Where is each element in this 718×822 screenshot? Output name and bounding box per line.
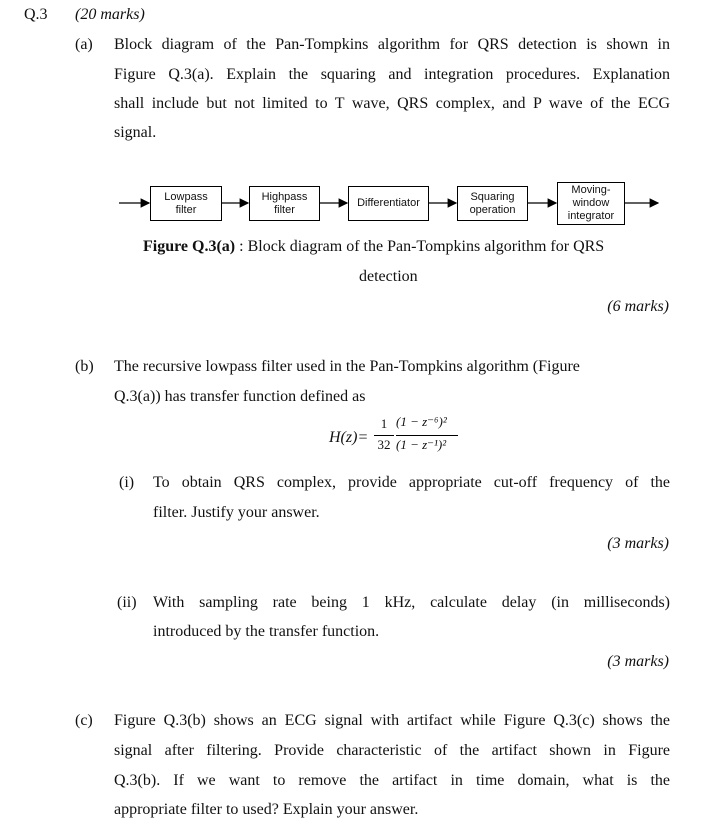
equation-fraction-bar	[396, 435, 458, 436]
part-c-line-2: signal after filtering. Provide characteristic of the artifact shown in Figure	[114, 742, 670, 759]
part-a-label: (a)	[75, 36, 93, 53]
part-c-line-3: Q.3(b). If we want to remove the artifact in time domain, what is the	[114, 772, 670, 789]
squaring-operation-block: Squaring operation	[457, 186, 528, 221]
moving-window-integrator-block: Moving- window integrator	[557, 182, 625, 225]
part-c-line-1: Figure Q.3(b) shows an ECG signal with artifact while Figure Q.3(c) shows the	[114, 712, 670, 729]
part-b-ii-label: (ii)	[117, 594, 137, 611]
figure-caption-label: Figure Q.3(a)	[143, 238, 236, 255]
equation-lhs: H(z)=	[329, 429, 369, 446]
part-a-line-2: Figure Q.3(a). Explain the squaring and integration procedures. Explanation	[114, 66, 670, 83]
lowpass-filter-block: Lowpass filter	[150, 186, 222, 221]
figure-caption-text: : Block diagram of the Pan-Tompkins algorithm for QRS	[235, 238, 605, 255]
part-b-i-label: (i)	[119, 474, 135, 491]
equation-denominator: (1 − z⁻¹)²	[396, 437, 447, 452]
part-a-line-1: Block diagram of the Pan-Tompkins algorithm for QRS detection is shown in	[114, 36, 670, 53]
figure-caption	[143, 238, 604, 256]
part-c-line-4: appropriate filter to used? Explain your answer.	[114, 801, 419, 818]
equation-coef-numerator: 1	[380, 416, 388, 431]
part-a-marks: (6 marks)	[607, 298, 669, 315]
part-b-ii-line-2: introduced by the transfer function.	[153, 623, 380, 640]
question-marks: (20 marks)	[75, 6, 145, 23]
equation-coef-denominator: 32	[377, 437, 391, 452]
part-b-i-line-1: To obtain QRS complex, provide appropriate cut-off frequency of the	[153, 474, 670, 491]
question-number: Q.3	[24, 6, 48, 23]
part-a-line-4: signal.	[114, 124, 157, 141]
equation-coef-bar	[374, 435, 394, 436]
part-b-line-2: Q.3(a)) has transfer function defined as	[114, 388, 366, 405]
part-b-i-line-2: filter. Justify your answer.	[153, 504, 320, 521]
part-b-line-1: The recursive lowpass filter used in the Pan-Tompkins algorithm (Figure	[114, 358, 580, 375]
highpass-filter-block: Highpass filter	[249, 186, 320, 221]
part-b-ii-marks: (3 marks)	[607, 653, 669, 670]
part-a-line-3: shall include but not limited to T wave, QRS complex, and P wave of the ECG	[114, 95, 670, 112]
part-b-label: (b)	[75, 358, 94, 375]
part-b-ii-line-1: With sampling rate being 1 kHz, calculate delay (in milliseconds)	[153, 594, 670, 611]
part-c-label: (c)	[75, 712, 93, 729]
equation-numerator: (1 − z⁻⁶)²	[396, 414, 447, 429]
differentiator-block: Differentiator	[348, 186, 429, 221]
part-b-i-marks: (3 marks)	[607, 535, 669, 552]
figure-caption-line-2: detection	[359, 268, 418, 285]
